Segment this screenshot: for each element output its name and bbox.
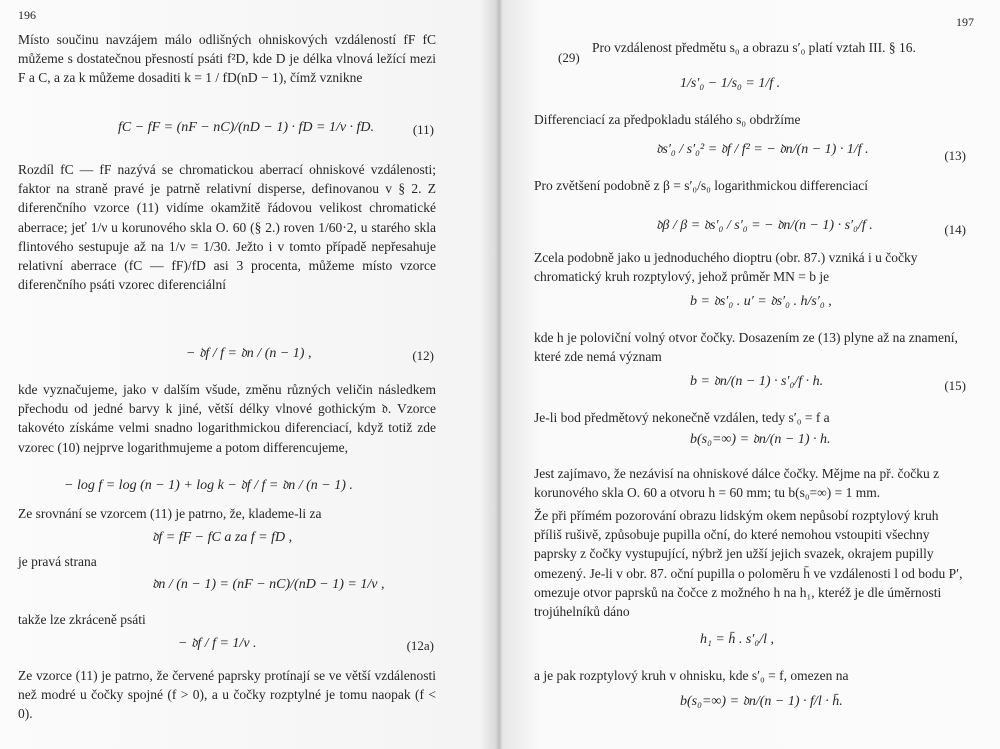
paragraph: Jest zajímavo, že nezávisí na ohniskové dálce čočky. Mějme na př. čočku z korunového skla O. 60 a otvoru h = 60 mm; tu b(s₀=∞) = 1 mm. [534, 466, 940, 501]
equation-right-side: 𝔡n / (n − 1) = (nF − nC)/(nD − 1) = 1/ν , [152, 577, 385, 592]
page-number: 197 [956, 15, 974, 29]
equation-29: 1/s′₀ − 1/s₀ = 1/f . [680, 76, 781, 91]
paragraph: Pro zvětšení podobně z β = s′₀/s₀ logarithmickou differenciací [534, 178, 869, 193]
paragraph: Zcela podobně jako u jednoduchého dioptru (obr. 87.) vzniká i u čočky chromatický kruh rozptylový, jehož průměr MN = b je [534, 250, 918, 285]
equation-number: (12) [412, 348, 434, 363]
paragraph: kde vyznačujeme, jako v dalším všude, změnu různých veličin následkem přechodu od jedné barvy k jiné, větší délky vlnové gothickým 𝔡. Vzorce takovéto získáme velmi snadno logarithmickou diferenciací, když totiž zde vzorec (10) nejprve logarithmujeme a potom differencujeme, [18, 382, 436, 455]
equation-13: 𝔡s′₀ / s′₀² = 𝔡f / f² = − 𝔡n/(n − 1) · 1/f . [656, 142, 869, 157]
paragraph: Ze srovnání se vzorcem (11) je patrno, že, klademe-li za [18, 506, 322, 521]
paragraph: Ze vzorce (11) je patrno, že červené paprsky protínají se ve větší vzdálenosti než modré u čočky spojné (f > 0), a u čočky rozptylné je tomu naopak (f < 0). [18, 668, 436, 722]
equation-h1: h₁ = h̄ . s′₀/l , [700, 632, 774, 647]
equation-substitution: 𝔡f = fF − fC a za f = fD , [152, 530, 293, 545]
paragraph: Pro vzdálenost předmětu s₀ a obrazu s′₀ platí vztah III. § 16. [592, 40, 916, 55]
equation-14: 𝔡β / β = 𝔡s′₀ / s′₀ = − 𝔡n/(n − 1) · s′₀/f . [656, 218, 873, 233]
paragraph: a je pak rozptylový kruh v ohnisku, kde s′₀ = f, omezen na [534, 668, 849, 683]
page-number: 196 [18, 8, 36, 22]
equation-b-infinity: b(s₀=∞) = 𝔡n/(n − 1) · h. [690, 432, 831, 447]
equation-number: (12a) [406, 638, 434, 653]
paragraph: Rozdíl fC — fF nazývá se chromatickou aberrací ohniskové vzdálenosti; faktor na straně pravé je patrně relativní disperse, definovanou v § 2. Z diferenčního vzorce (11) vidíme okamžitě řádovou velikost chromatické aberrace; jeť 1/ν u korunového skla O. 60 (§ 2.) roven 1/60·2, u starého skla flintového sestupuje až na 1/ν = 1/30. Ježto i v tomto případě nepřesahuje relativní aberrace (fC — fF)/fD asi 3 procenta, můžeme místo vzorce diferenčního psáti vzorec diferenciální [18, 162, 436, 293]
paragraph: Je-li bod předmětový nekonečně vzdálen, tedy s′₀ = f a [534, 410, 830, 425]
equation-11: fC − fF = (nF − nC)/(nD − 1) · fD = 1/ν · fD. [118, 120, 375, 135]
equation-15: b = 𝔡n/(n − 1) · s′₀/f · h. [690, 374, 824, 389]
equation-number: (29) [558, 50, 580, 65]
paragraph: kde h je poloviční volný otvor čočky. Dosazením ze (13) plyne až na znamení, které zde nemá význam [534, 330, 958, 365]
equation-12: − 𝔡f / f = 𝔡n / (n − 1) , [186, 346, 312, 361]
paragraph: Že při přímém pozorování obrazu lidským okem nepůsobí rozptylový kruh příliš rušivě, způsobuje pupilla oční, do které nemohou vstoupiti všechny paprsky z čočky vystupující, nýbrž jen užší jejich svazek, okrajem pupilly omezený. Je-li v obr. 87. oční pupilla o poloměru h̄ ve vzdálenosti l od bodu P′, omezuje otvor paprsků na čočce z možného h na h₁, kteréž je dle úměrnosti trojúhelníků dáno [534, 508, 963, 620]
paragraph: Differenciací za předpokladu stálého s₀ obdržíme [534, 112, 801, 127]
paragraph: takže lze zkráceně psáti [18, 612, 146, 627]
equation-log: − log f = log (n − 1) + log k − 𝔡f / f = 𝔡n / (n − 1) . [64, 478, 353, 493]
equation-number: (11) [412, 122, 434, 137]
equation-b: b = 𝔡s′₀ . u′ = 𝔡s′₀ . h/s′₀ , [690, 294, 832, 309]
equation-12a: − 𝔡f / f = 1/ν . [178, 636, 257, 651]
paragraph: Místo součinu navzájem málo odlišných ohniskových vzdáleností fF fC můžeme s dostatečnou přesností psáti f²D, kde D je délka vlnová ležící mezi F a C, a za k můžeme dosaditi k = 1 / fD(nD − 1), čímž vznikne [18, 32, 436, 86]
equation-number: (15) [944, 378, 966, 393]
equation-number: (13) [944, 148, 966, 163]
paragraph: je pravá strana [18, 554, 97, 569]
equation-number: (14) [944, 222, 966, 237]
right-page [504, 0, 1000, 749]
equation-b-final: b(s₀=∞) = 𝔡n/(n − 1) · f/l · h̄. [680, 694, 843, 709]
left-page [0, 0, 496, 749]
